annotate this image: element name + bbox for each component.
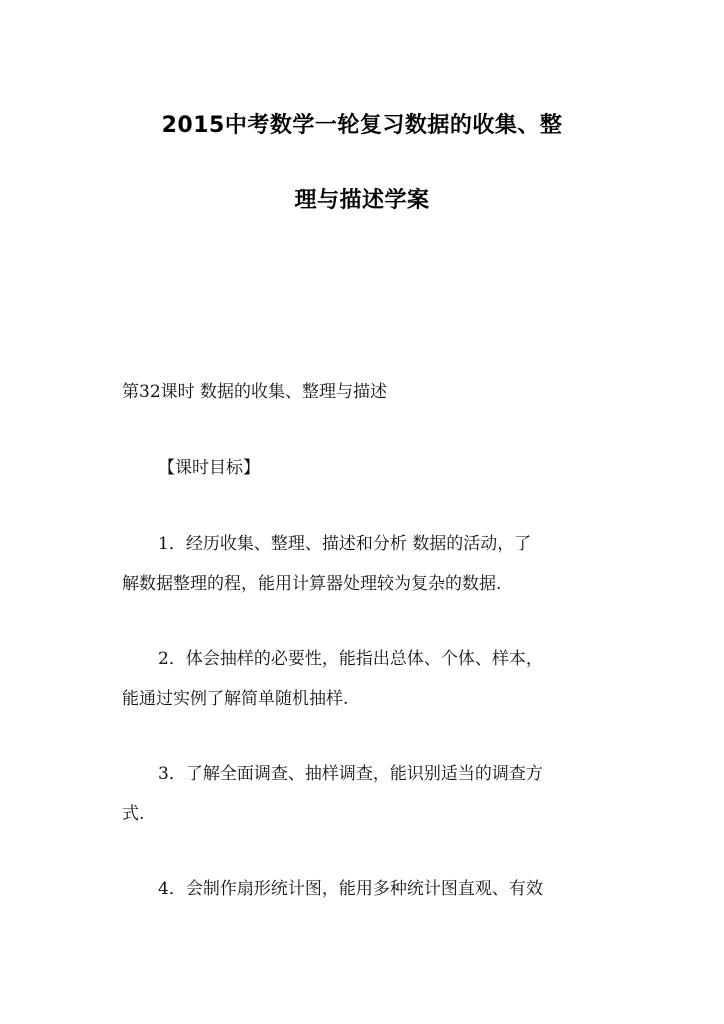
goal-1-line-1: 1．经历收集、整理、描述和分析 数据的活动，了 (158, 534, 532, 554)
goal-2-line-2: 能通过实例了解简单随机抽样. (122, 689, 349, 709)
goal-3-line-1: 3．了解全面调查、抽样调查，能识别适当的调查方 (158, 764, 543, 784)
goal-1-line-2: 解数据整理的程，能用计算器处理较为复杂的数据. (122, 574, 502, 594)
document-title-line-2: 理与描述学案 (294, 188, 430, 213)
section-label: 【课时目标】 (158, 458, 260, 478)
document-title-line-1: 2015中考数学一轮复习数据的收集、整 (161, 113, 563, 138)
goal-2-line-1: 2．体会抽样的必要性，能指出总体、个体、样本， (158, 649, 543, 669)
goal-3-line-2: 式. (122, 804, 145, 824)
lesson-heading: 第32课时 数据的收集、整理与描述 (122, 382, 388, 402)
goal-4-line-1: 4．会制作扇形统计图，能用多种统计图直观、有效 (158, 879, 543, 899)
